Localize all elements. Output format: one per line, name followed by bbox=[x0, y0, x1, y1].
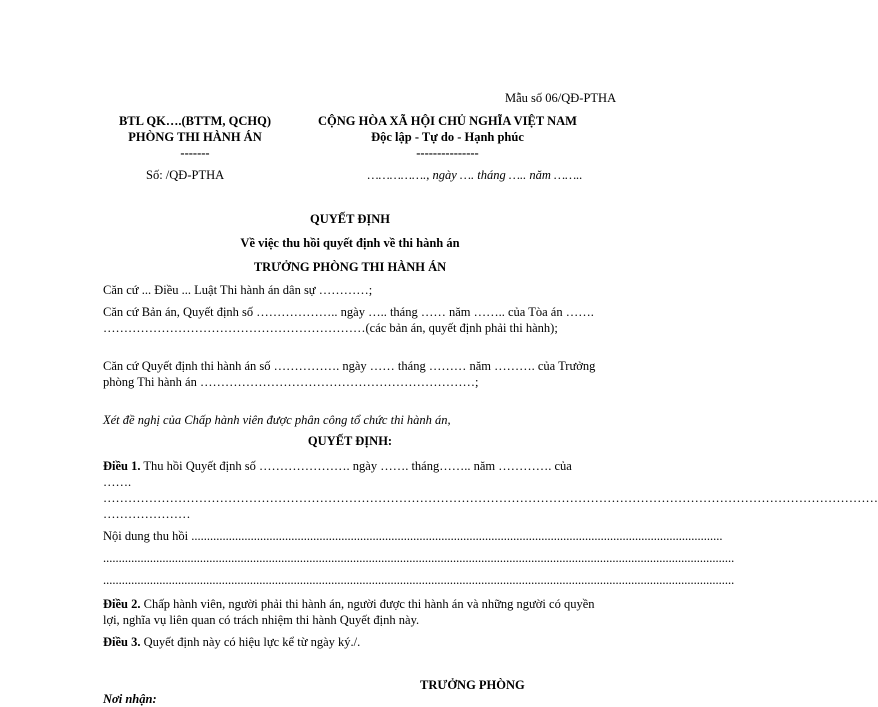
article-3 bbox=[103, 634, 598, 650]
unit-name: BTL QK….(BTTM, QCHQ) bbox=[118, 114, 272, 128]
place-date: ……………., ngày …. tháng ….. năm …….. bbox=[367, 168, 583, 182]
legal-basis-1: Căn cứ ... Điều ... Luật Thi hành án dân sự …………; bbox=[103, 283, 373, 297]
revocation-content-dots: .......................................................................................................................................................................... bbox=[191, 529, 723, 543]
article-1-label: Điều 1. bbox=[103, 459, 141, 473]
left-divider: ------- bbox=[180, 146, 210, 160]
right-divider: --------------- bbox=[416, 146, 479, 160]
revocation-content-label: Nội dung thu hồi bbox=[103, 529, 192, 543]
article-3-label: Điều 3. bbox=[103, 635, 141, 649]
article-2-label: Điều 2. bbox=[103, 597, 141, 611]
form-code: Mẫu số 06/QĐ-PTHA bbox=[505, 91, 617, 105]
department-name: PHÒNG THI HÀNH ÁN bbox=[128, 130, 262, 144]
signature-title: TRƯỞNG PHÒNG bbox=[420, 678, 525, 692]
national-motto: Độc lập - Tự do - Hạnh phúc bbox=[371, 130, 524, 144]
article-2-text: Chấp hành viên, người phải thi hành án, người được thi hành án và những người có quyền lợi, nghĩa vụ liên quan có trách nhiệm thi hành Quyết định này. bbox=[103, 597, 595, 627]
recipients-label: Nơi nhận: bbox=[103, 692, 157, 706]
article-1-blank-line-b: ………………… bbox=[103, 507, 191, 521]
article-1 bbox=[103, 458, 598, 490]
issuing-authority: TRƯỞNG PHÒNG THI HÀNH ÁN bbox=[253, 260, 447, 274]
dotted-line-2: .......................................................................................................................................................................................................... bbox=[103, 551, 735, 565]
article-2 bbox=[103, 596, 598, 628]
dotted-line-3: .......................................................................................................................................................................................................... bbox=[103, 573, 735, 587]
legal-basis-2: Căn cứ Bản án, Quyết định số ……………….. ngày ….. tháng …… năm …….. của Tòa án ……. ………………………………………………………(các bản án, quyết định phải thi hành); bbox=[103, 305, 594, 335]
national-name: CỘNG HÒA XÃ HỘI CHỦ NGHĨA VIỆT NAM bbox=[318, 114, 577, 128]
legal-basis-3: Căn cứ Quyết định thi hành án số ……………. ngày …… tháng ……… năm ………. của Trưởng phòng Thi hành án …………………………………………………………; bbox=[103, 359, 596, 389]
article-1-text: Thu hồi Quyết định số …………………. ngày ……. tháng…….. năm …………. của ……. bbox=[103, 459, 572, 489]
revocation-content bbox=[103, 528, 723, 544]
article-1-blank-line-a: …………………………………………………………………………………………………………………………………………………………………… bbox=[103, 491, 878, 505]
document-title: QUYẾT ĐỊNH bbox=[310, 212, 390, 226]
document-subtitle: Về việc thu hồi quyết định về thi hành án bbox=[240, 236, 460, 250]
decision-heading: QUYẾT ĐỊNH: bbox=[307, 434, 393, 448]
document-number: Số: /QĐ-PTHA bbox=[146, 168, 225, 182]
consideration-text: Xét đề nghị của Chấp hành viên được phân công tổ chức thi hành án, bbox=[103, 413, 451, 427]
article-3-text: Quyết định này có hiệu lực kể từ ngày ký./. bbox=[140, 635, 361, 649]
